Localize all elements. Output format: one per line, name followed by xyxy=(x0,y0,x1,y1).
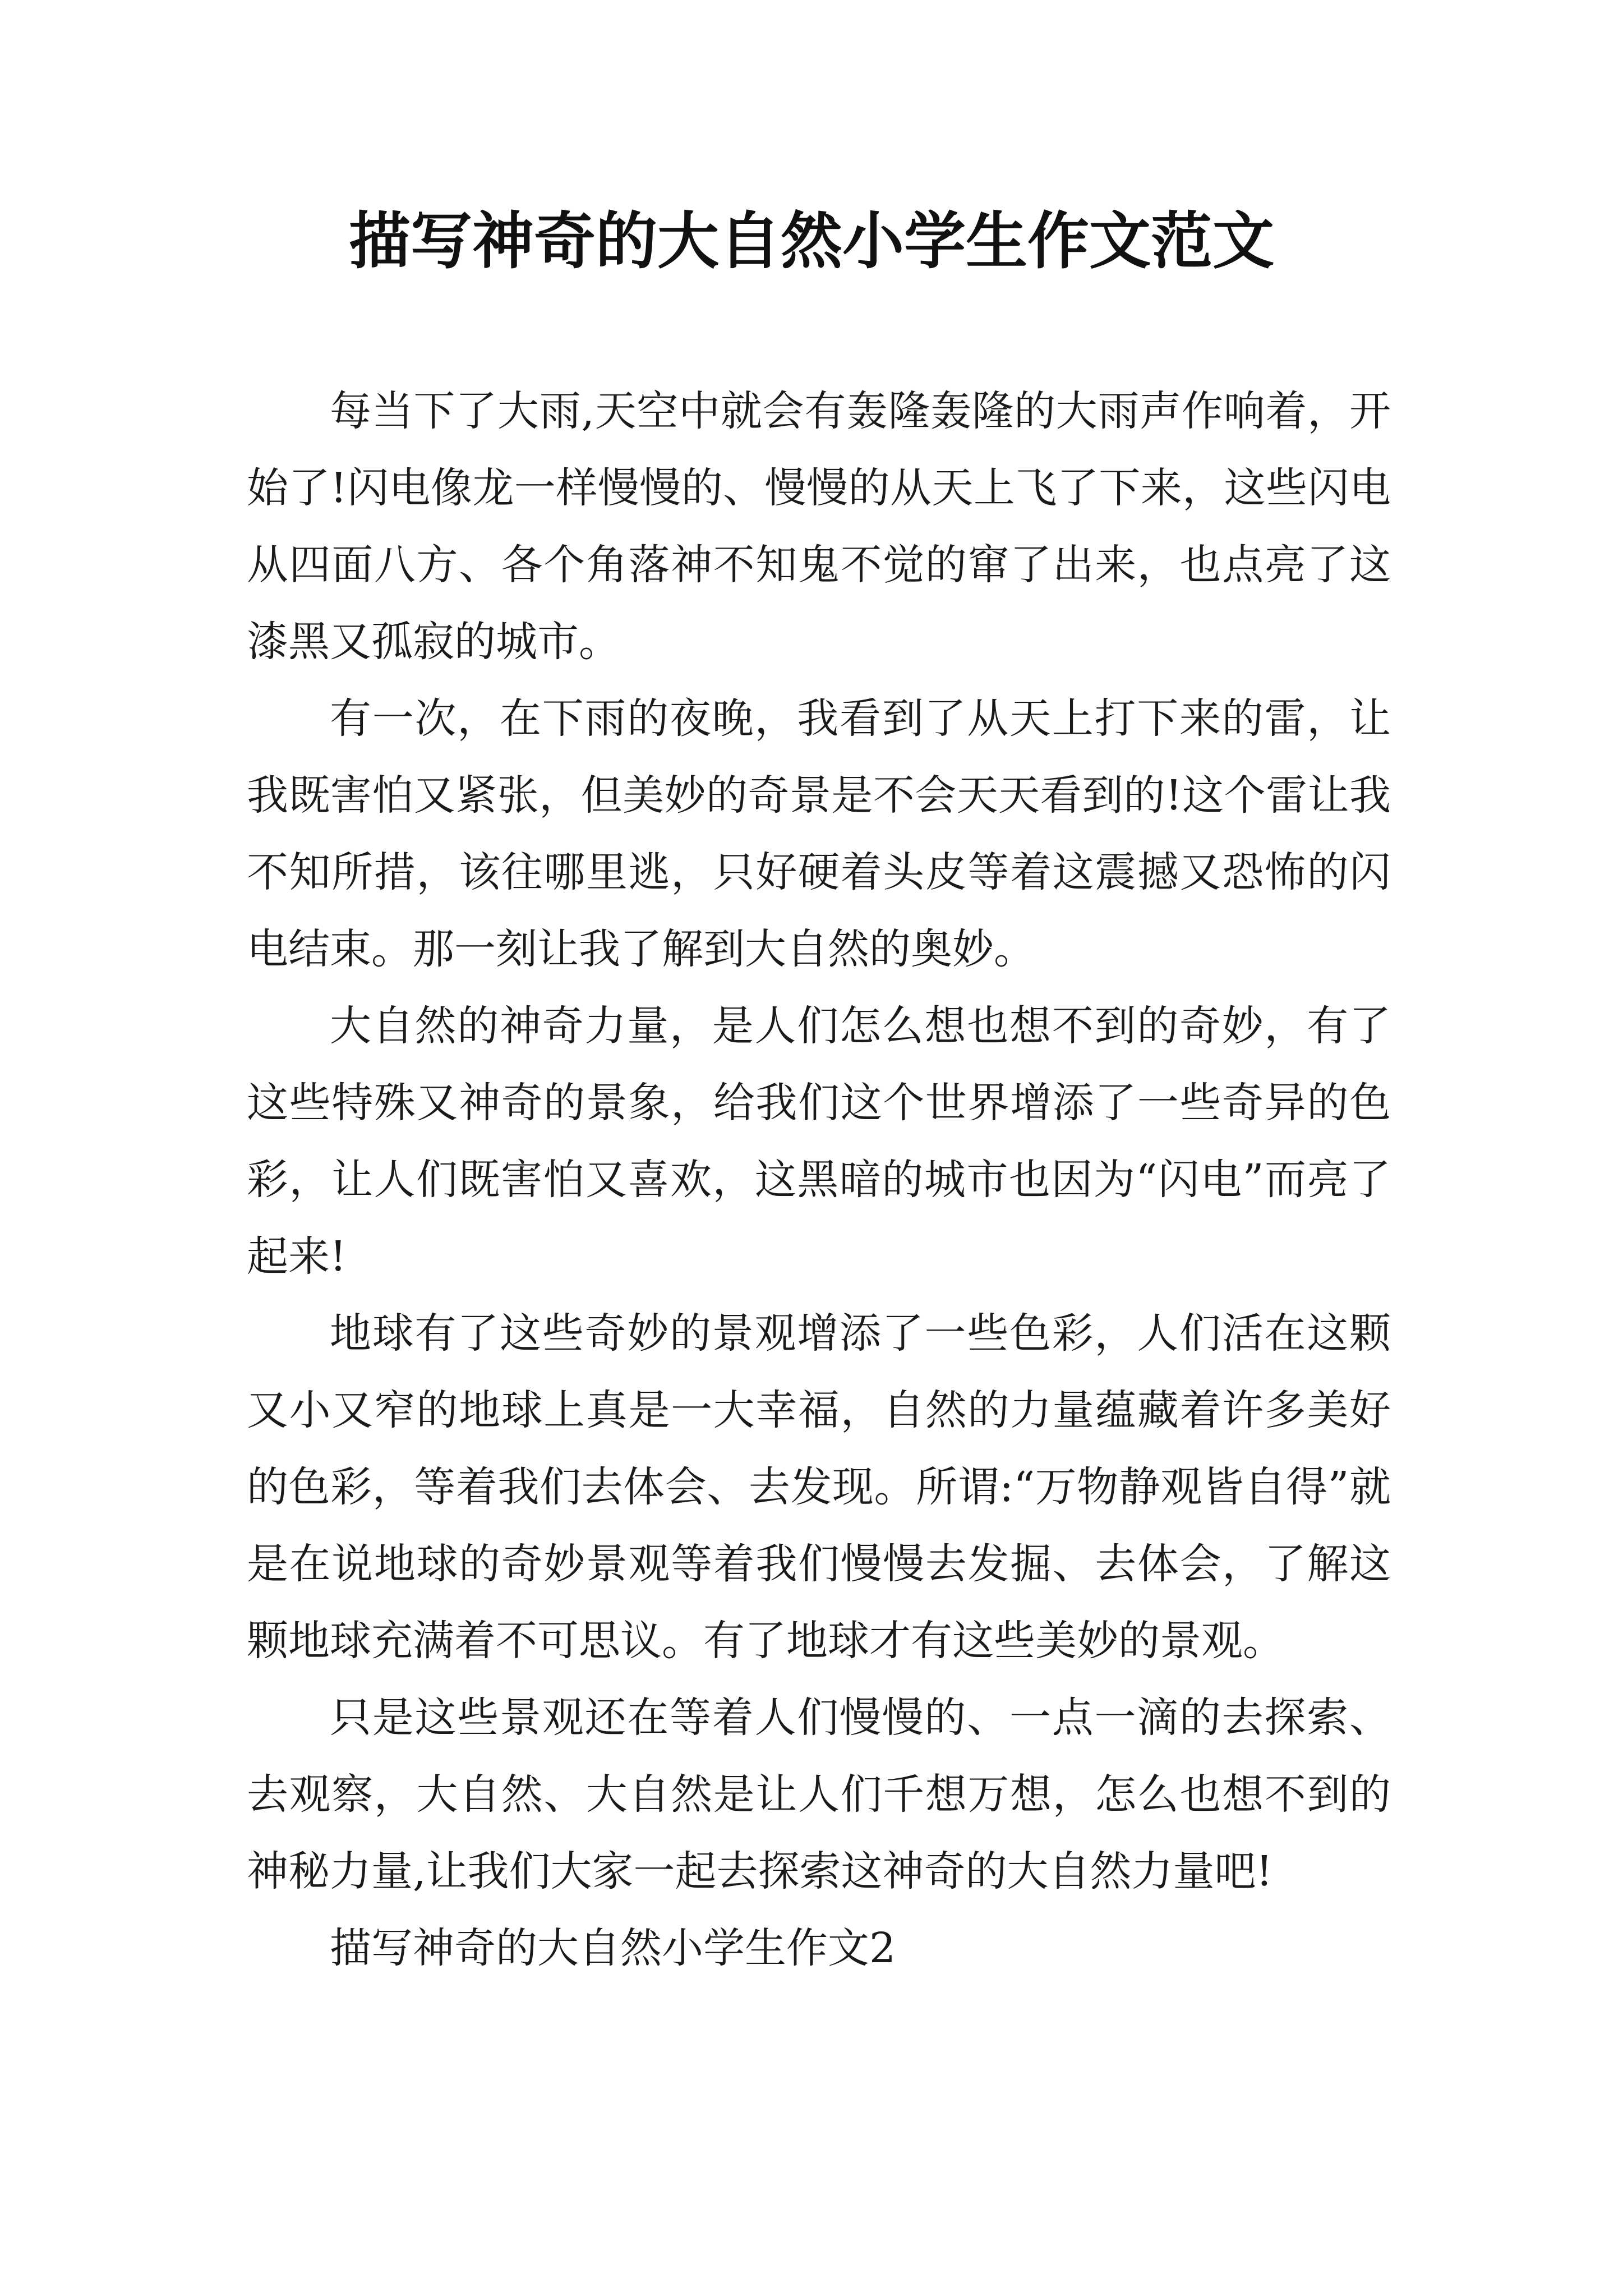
paragraph-2: 有一次，在下雨的夜晚，我看到了从天上打下来的雷，让我既害怕又紧张，但美妙的奇景是不会天天看到的!这个雷让我不知所措，该往哪里逃，只好硬着头皮等着这震撼又恐怖的闪电结束。那一刻让我了解到大自然的奥妙。 xyxy=(247,694,1391,973)
document-body xyxy=(247,373,1391,1987)
paragraph-3: 大自然的神奇力量，是人们怎么想也想不到的奇妙，有了这些特殊又神奇的景象，给我们这个世界增添了一些奇异的色彩，让人们既害怕又喜欢，这黑暗的城市也因为“闪电”而亮了起来! xyxy=(247,1002,1391,1281)
document-title: 描写神奇的大自然小学生作文范文 xyxy=(349,205,1274,277)
section-heading-2: 描写神奇的大自然小学生作文2 xyxy=(330,1924,896,1972)
paragraph-5: 只是这些景观还在等着人们慢慢的、一点一滴的去探索、去观察，大自然、大自然是让人们千想万想，怎么也想不到的神秘力量,让我们大家一起去探索这神奇的大自然力量吧! xyxy=(247,1694,1391,1895)
paragraph-1: 每当下了大雨,天空中就会有轰隆轰隆的大雨声作响着，开始了!闪电像龙一样慢慢的、慢慢的从天上飞了下来，这些闪电从四面八方、各个角落神不知鬼不觉的窜了出来，也点亮了这漆黑又孤寂的城市。 xyxy=(247,387,1391,666)
paragraph-4: 地球有了这些奇妙的景观增添了一些色彩，人们活在这颗又小又窄的地球上真是一大幸福，自然的力量蕴藏着许多美好的色彩，等着我们去体会、去发现。所谓:“万物静观皆自得”就是在说地球的奇妙景观等着我们慢慢去发掘、去体会，了解这颗地球充满着不可思议。有了地球才有这些美妙的景观。 xyxy=(247,1309,1391,1665)
